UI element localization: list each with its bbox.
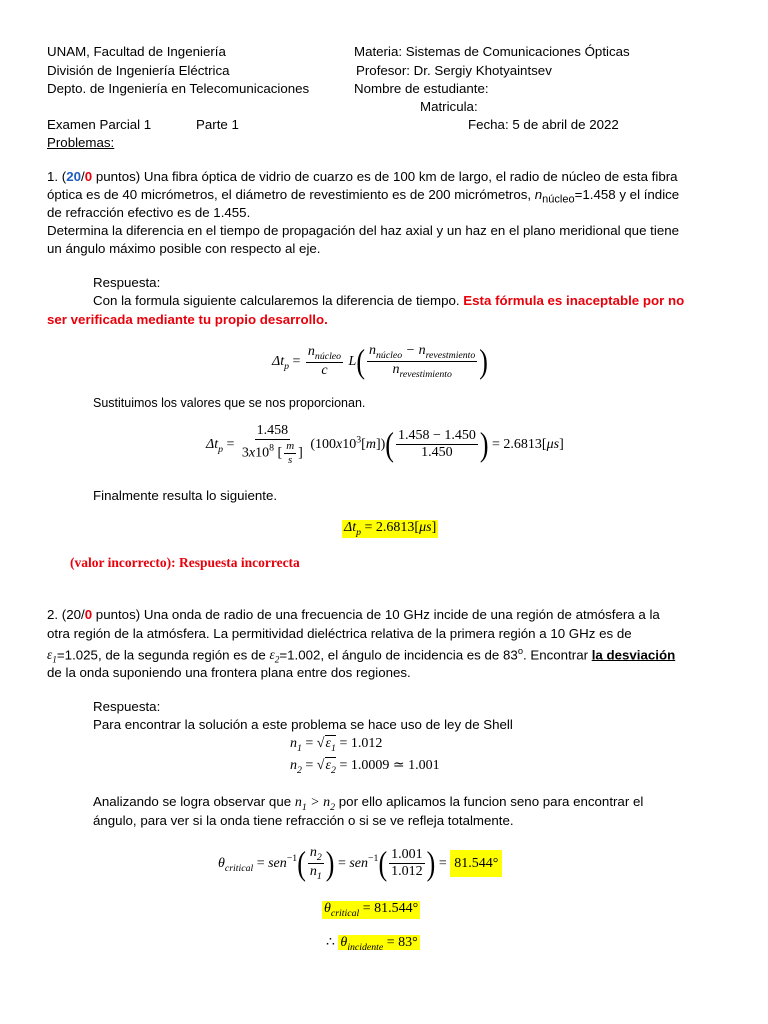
p2-line3d: la desviación <box>591 647 676 663</box>
p1-line5: un ángulo máximo posible con respecto al eje. <box>47 241 321 256</box>
p2-line1-rest: puntos) Una onda de radio de una frecuencia de 10 GHz incide de una región de atmósfera a la <box>92 607 660 622</box>
header-subject: Materia: Sistemas de Comunicaciones Ópticas <box>354 44 630 59</box>
p2-n2-value: = 1.0009 ≃ 1.001 <box>339 758 440 773</box>
p2-analizando-line2: ángulo, para ver si la onda tiene refracción o si se ve refleja totalmente. <box>93 813 514 828</box>
p1-n-symbol: n <box>534 187 543 202</box>
p2-line2: otra región de la atmósfera. La permitividad dieléctrica relativa de la primera región a 10 GHz es de <box>47 626 632 641</box>
header-exam: Examen Parcial 1 <box>47 117 152 132</box>
p1-formula-intro-line <box>93 293 684 308</box>
p1-number: 1. ( <box>47 169 67 184</box>
p2-line3b: =1.002, el ángulo de incidencia es de 83 <box>279 647 518 663</box>
p2-n2-equation: $n_2 = √\varepsilon_2 = 1.0009$ ≃ 1.001 <box>290 758 440 776</box>
p2-theta-incidente: ∴ $\theta_{incidente} = 83^\circ$ <box>326 935 418 953</box>
header-date: Fecha: 5 de abril de 2022 <box>468 117 619 132</box>
p1-line1 <box>47 169 678 184</box>
p1-line4: Determina la diferencia en el tiempo de propagación del haz axial y un haz en el plano meridional que tiene <box>47 223 680 238</box>
p2-line3c: . Encontrar <box>522 647 592 663</box>
p2-analizando-line1: Analizando se logra observar que $n_1 > n_2$ por ello aplicamos la funcion seno para encontrar el <box>93 794 644 813</box>
header-part: Parte 1 <box>196 117 239 132</box>
p2-respuesta: Respuesta: <box>93 699 161 714</box>
header-professor: Profesor: Dr. Sergiy Khotyaintsev <box>356 63 552 78</box>
epsilon1-symbol: $\varepsilon_1$ <box>47 647 57 667</box>
p1-respuesta: Respuesta: <box>93 275 161 290</box>
epsilon2-symbol: $\varepsilon_2$ <box>269 647 280 667</box>
p2-analizando-b: por ello aplicamos la funcion seno para encontrar el <box>335 794 644 809</box>
header-student-name: Nombre de estudiante: <box>354 81 489 96</box>
p1-line2a: óptica es de 40 micrómetros, el diámetro de revestimiento es de 200 micrómetros, <box>47 187 535 202</box>
p2-theta-critical: $\theta_{critical} = 81.544^\circ$ <box>324 901 419 919</box>
p1-slash: / <box>81 169 85 184</box>
p1-line2 <box>47 187 679 206</box>
p2-theta-formula: $\theta_{critical} = sen^{-1}$( $\frac{n_2}{n_1}$ ) = sen$^{-1}$( $\frac{1.001}{1.012}$ ) = 81.544° <box>218 845 502 882</box>
p1-score-got: 0 <box>84 169 93 184</box>
p2-analizando-a: Analizando se logra observar que <box>93 794 295 809</box>
p2-score-got: 0 <box>84 607 93 622</box>
p1-formula-substituted: $\Delta t_p$ = 1.458 $3x10^8$ [ $\frac{m}{s}$ ] $(100x10^3[m])$( $\frac{1.458 - 1.450}{1.450}$ ) = 2.6813[μs] <box>206 423 564 466</box>
p1-line3: de refracción efectivo es de 1.455. <box>47 205 251 220</box>
p2-line4: de la onda suponiendo una frontera plana entre dos regiones. <box>47 665 411 680</box>
p2-shell: Para encontrar la solución a este problema se hace uso de ley de Shell <box>93 717 513 732</box>
p1-sustituimos: Sustituimos los valores que se nos proporcionan. <box>93 396 366 410</box>
p2-theta-critical-value: = 81.544° <box>362 901 419 916</box>
p1-verdict: (valor incorrecto): Respuesta incorrecta <box>70 555 300 570</box>
header-matricula: Matricula: <box>420 99 478 114</box>
header-university: UNAM, Facultad de Ingeniería <box>47 44 226 59</box>
p2-theta-result: 81.544° <box>450 850 502 877</box>
p1-result: $\Delta t_p = 2.6813[\mu s]$ <box>344 520 437 538</box>
header-department: Depto. de Ingeniería en Telecomunicaciones <box>47 81 310 96</box>
p2-n1-equation: $n_1 = √\varepsilon_1 = 1.012$ <box>290 736 383 754</box>
p2-number: 2. (20/ <box>47 607 85 622</box>
problems-title: Problemas: <box>47 135 115 150</box>
p2-line3a: =1.025, de la segunda región es de <box>56 647 270 663</box>
p1-comment-red-2: ser verificada mediante tu propio desarrollo. <box>47 312 328 327</box>
p1-score-max: 20 <box>66 169 82 184</box>
p1-formula-general: $\Delta t_p$ = $\frac{n_{núcleo}}{c}$ L( $\frac{n_{núcleo} - n_{revestmiento}}{n_{revestimiento}}$ ) <box>272 342 488 380</box>
p2-theta-incidente-value: = 83° <box>386 935 418 950</box>
p1-formula-intro: Con la formula siguiente calcularemos la diferencia de tiempo. <box>93 293 464 308</box>
p1-comment-red-1: Esta fórmula es inaceptable por no <box>463 293 685 308</box>
p1-line2b: =1.458 y el índice <box>574 187 680 202</box>
p1-n-sub: núcleo <box>542 193 575 206</box>
p1-finalmente: Finalmente resulta lo siguiente. <box>93 488 278 503</box>
header-division: División de Ingeniería Eléctrica <box>47 63 230 78</box>
p2-line1 <box>47 607 660 622</box>
p2-n1-value: = 1.012 <box>339 736 383 751</box>
p2-line3: $\varepsilon_1=1.025$, de la segunda región es de $\varepsilon_2=1.002$, el ángulo de incidencia es de 83$^o$. Encontrar la desviación <box>47 646 676 667</box>
p1-points-text: puntos) Una fibra óptica de vidrio de cuarzo es de 100 km de largo, el radio de núcleo de esta fibra <box>92 169 678 184</box>
